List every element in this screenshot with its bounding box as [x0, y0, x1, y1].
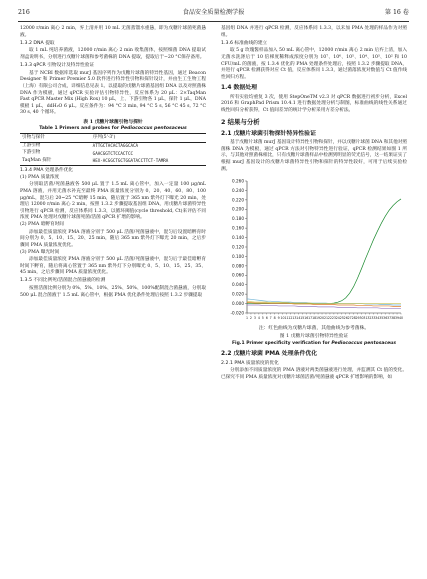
- table-row: [20, 157, 206, 165]
- y-tick-label: 0.000: [232, 301, 244, 307]
- x-tick-label: 4: [257, 316, 260, 321]
- x-tick-label: 13: [292, 316, 297, 321]
- paragraph-data-processing: 所有实验均重复 3 次，使用 StepOneTM v2.3 对 qPCR 数据进行初步分析，Excel 2016 和 GraphPad Prism 10.4.1 进行数据处理分析与制图，标准曲线的线性关系通过线性回归分析获得，Ct 值间差异的统计学分析采用方差分析法。: [221, 94, 407, 114]
- x-tick-label: 1: [245, 316, 249, 321]
- subheading-pma-dark-incubation: (2) PMA 暗孵育时间: [20, 222, 64, 228]
- paragraph-intro: 12000 r/min 离心 2 min，弃上清并用 10 mL 无菌蒸馏水重悬，即为戊糖片球菌死菌悬液。: [20, 26, 206, 38]
- figure-note: 注：红色曲线为戊糖片球菌，其他曲线为参考菌株。: [258, 326, 370, 332]
- table-cell-seq: HEX-ACGGCTGCTGGATACCTTCT-TAMRA: [92, 157, 169, 163]
- x-tick-label: 23: [331, 316, 336, 321]
- paragraph-dna-extraction: 取 1 mL 纯培养菌液，12000 r/min 离心 2 min 收集菌体，按照细菌 DNA 提取试剂盒说明书，分别进行戊糖片球菌和参考菌株的 DNA 提取，提取后于−20 °C保存备用。: [20, 48, 206, 60]
- table-header-row: [20, 134, 206, 142]
- x-tick-label: 17: [308, 316, 313, 321]
- y-tick-label: 0.180: [232, 216, 244, 222]
- paragraph-pma-dark-incubation: 添加最佳质量浓度 PMA 溶液分别于 500 μL 活菌/死菌悬液中，混匀后设置暗孵育时间分别为 0、5、10、15、20、25 min，随后 365 nm 紫外灯下曝光 20 min，之后步骤同 PMA 质量浓度优化。: [20, 229, 206, 248]
- primer-table: [20, 133, 206, 165]
- journal-title: 食品安全质量检测学报: [182, 9, 245, 16]
- y-tick-label: -0.020: [230, 310, 244, 316]
- x-tick-label: 31: [363, 316, 368, 321]
- table-caption-en-text: Table 1 Primers and probes for: [39, 125, 121, 131]
- x-tick-label: 7: [269, 316, 272, 321]
- x-tick-label: 33: [371, 316, 376, 321]
- section-heading-1-3-5: 1.3.5 不同比例死/活菌混合菌悬液的检测: [20, 278, 106, 284]
- x-tick-label: 21: [323, 316, 329, 321]
- table-cell-name: 下游引物: [22, 150, 41, 156]
- section-heading-1-3-4: 1.3.4 PMA 处理条件优化: [20, 167, 74, 173]
- left-column: [20, 26, 206, 300]
- table-cell-name: TaqMan 探针: [22, 157, 52, 163]
- x-tick-label: 14: [296, 316, 301, 321]
- section-heading-1-4: 1.4 数据处理: [221, 85, 258, 92]
- x-tick-label: 29: [355, 316, 360, 321]
- paragraph-standard-curve: 取 5 g 玫瑰酱样品加入 50 mL 离心管中，12000 r/min 离心 2 min 后弃上清，加入无菌水洗涤后于 10 倍梯度稀释成浓度分别为 10⁷、10⁶、10⁵、10⁴、10³、10² 和 10 CFU/mL 的菌液，按 1.3.4 优化的 PMA 处理条件处理后，按照 1.3.2 步骤提取 DNA，并进行 qPCR 检测获得对应 Ct 值，反应体系同 1.3.3，通过菌落浓度对数值与 Ct 值作线性回归方程。: [221, 48, 407, 80]
- table-cell-seq: ATTGCTACACTAGGCACA: [92, 143, 139, 149]
- x-tick-label: 40: [398, 316, 404, 321]
- series-line: [247, 199, 401, 304]
- table-row: [20, 142, 206, 150]
- paragraph-pma-optimization: 分别添加不同质量浓度的 PMA 溶液对两类菌悬液进行处理，并监测其 Ct 值的变化。已探究不同 PMA 质量浓度对戊糖片球菌活菌/死菌悬液 qPCR 扩增影响的影响，如: [221, 368, 407, 380]
- x-tick-label: 19: [316, 316, 321, 321]
- table-caption-cn: 表 1 戊糖片球菌引物与探针: [83, 119, 143, 126]
- x-tick-label: 10: [280, 316, 285, 321]
- x-tick-label: 25: [339, 316, 344, 321]
- y-tick-label: 0.260: [232, 178, 244, 184]
- series-line: [247, 305, 401, 308]
- figure-caption-en-text: Fig.1 Primer specificity verification for: [231, 340, 332, 346]
- x-tick-label: 27: [347, 316, 352, 321]
- y-tick-label: 0.120: [232, 244, 244, 250]
- y-tick-label: 0.060: [232, 272, 244, 278]
- y-tick-label: 0.100: [232, 253, 244, 259]
- x-tick-label: 15: [300, 316, 305, 321]
- figure-caption-en-species: Pediococcus pentosaceus: [331, 340, 397, 346]
- figure-caption-cn: 图 1 戊糖片球菌引物特异性验证: [279, 333, 349, 339]
- header-rule: [18, 21, 409, 22]
- figure-caption-en: [221, 341, 407, 347]
- x-tick-label: 3: [253, 316, 256, 321]
- figure-1: [221, 175, 407, 325]
- section-heading-2-1: 2.1 戊糖片球菌引物探针特异性验证: [221, 130, 316, 137]
- y-tick-label: 0.220: [232, 197, 244, 203]
- x-tick-label: 35: [379, 316, 384, 321]
- section-heading-1-3-2: 1.3.2 DNA 提取: [20, 40, 55, 46]
- x-tick-label: 30: [359, 316, 364, 321]
- amplification-chart: [221, 175, 407, 325]
- table-cell-seq: GAACGGTCTCCACTCC: [92, 150, 134, 156]
- table-cell-name: 上游引物: [22, 143, 41, 149]
- x-tick-label: 8: [273, 316, 276, 321]
- x-tick-label: 38: [391, 316, 396, 321]
- x-tick-label: 28: [351, 316, 356, 321]
- x-tick-label: 24: [335, 316, 340, 321]
- section-heading-2: 2 结果与分析: [221, 117, 260, 126]
- page-number: 216: [18, 9, 30, 16]
- x-tick-label: 6: [265, 316, 268, 321]
- volume-label: 第 16 卷: [384, 9, 409, 16]
- paragraph-continuation: 基因组 DNA 并进行 qPCR 检测，反应体系同 1.3.3，以未加 PMA 处理的样品作为对照组。: [221, 26, 407, 38]
- section-heading-2-2-1: 2.2.1 PMA 质量浓度的优化: [221, 360, 279, 366]
- y-tick-label: 0.240: [232, 187, 244, 193]
- y-tick-label: 0.140: [232, 235, 244, 241]
- x-tick-label: 18: [312, 316, 317, 321]
- table-caption-en: [20, 126, 206, 133]
- x-tick-label: 12: [288, 316, 293, 321]
- subheading-pma-exposure: (3) PMA 曝光时间: [20, 249, 60, 255]
- table-caption-en-species: Pediococcus pentosaceus: [120, 125, 187, 131]
- x-tick-label: 22: [327, 316, 332, 321]
- x-tick-label: 16: [304, 316, 309, 321]
- y-tick-label: 0.020: [232, 291, 244, 297]
- paragraph-pma-concentration: 分别取活菌/死菌悬液各 500 μL 置于 1.5 mL 离心管中，加入一定量 100 μg/mL PMA 溶液，并用无菌水补充至最终 PMA 质量浓度分别为 0、20、40、60、80、100 μg/mL，混匀后 20~25 °C暗孵 15 min，随后置于 365 nm 紫外灯下曝光 20 min，处理后 12000 r/min 离心 2 min，按照 1.3.2 步骤提取基因组 DNA，用戊糖片球菌特异性引物进行 qPCR 检测，反应体系同 1.3.3，以循环阈值(cycle threshold, Ct)来评估不同浓度 PMA 处理对戊糖片球菌死菌/活菌 qPCR 扩增的影响。: [20, 182, 206, 221]
- x-tick-label: 26: [343, 316, 348, 321]
- paragraph-mixed-suspension: 按照活菌比例分别为 0%、5%、10%、25%、50%、100%配制混合菌悬液，分别取 500 μL 混合菌液于 1.5 mL 离心管中，根据 PMA 优化条件处理后按照 1.3.2 步骤提取: [20, 286, 206, 298]
- table-header-name: 引物与探针: [22, 134, 45, 140]
- section-heading-2-2: 2.2 戊糖片球菌 PMA 处理条件优化: [221, 351, 318, 358]
- running-header: [18, 6, 409, 20]
- x-tick-label: 34: [375, 316, 380, 321]
- series-line: [247, 299, 401, 305]
- table-row: [20, 150, 206, 157]
- x-tick-label: 9: [277, 316, 280, 321]
- x-tick-label: 20: [319, 316, 325, 321]
- x-tick-label: 32: [367, 316, 372, 321]
- paragraph-primer-design: 基于 NCBI 数据库选取 murJ 基因序列作为戊糖片球菌的特异性基因，通过 Beacon Designer 和 Primer Premier 5.0 软件进行特异性引物和探针设计，并由生工生物工程（上海）有限公司合成，详细信息见表 1。以提取的戊糖片球菌基因组 DNA 以及对照菌株 DNA 作为模板，通过 qPCR 实验评估引物特异性，反应体系为 20 μL：2×TaqMan Fast qPCR Master Mix (High Rox) 10 μL，上、下游引物各 1 μL，探针 1 μL，DNA 模板 1 μL，ddH₂O 6 μL。反应条件为：94 °C 3 min, 94 °C 5 s, 56 °C 45 s, 72 °C 30 s, 40 个循环。: [20, 70, 206, 116]
- paragraph-pma-exposure: 添加最佳质量浓度 PMA 溶液分别于 500 μL 活菌/死菌悬液中，混匀后于最佳暗孵育时间下孵育，随后将离心管置于 365 nm 紫外灯下分别曝光 0、5、10、15、25、35、45 min，之后步骤同 PMA 质量浓度优化。: [20, 257, 206, 276]
- x-tick-label: 37: [387, 316, 392, 321]
- x-tick-label: 11: [284, 316, 289, 321]
- x-tick-label: 36: [383, 316, 388, 321]
- y-tick-label: 0.080: [232, 263, 244, 269]
- section-heading-1-3-6: 1.3.6 标准曲线的建立: [221, 40, 268, 46]
- right-column: [221, 26, 407, 382]
- y-tick-label: 0.200: [232, 206, 244, 212]
- x-tick-label: 2: [249, 316, 252, 321]
- x-tick-label: 39: [395, 316, 400, 321]
- x-tick-label: 5: [261, 316, 264, 321]
- paragraph-specificity: 基于戊糖片球菌 murJ 基因设计特异性引物和探针，并以戊糖片球菌 DNA 和其他对照菌株 DNA 为模板，通过 qPCR 方法对引物特异性进行验证，qPCR 检测结果如图 1 所示，与其他对照菌株相比，只有戊糖片球菌样品中检测到明显的荧光信号，这一结果证实了根据 murJ 基因设计的戊糖片球菌特异性引物和探针的特异性较好，可用于后续实验检测。: [221, 140, 407, 172]
- subheading-pma-concentration: (1) PMA 质量浓度: [20, 175, 60, 181]
- y-tick-label: 0.040: [232, 282, 244, 288]
- table-header-seq: 序列(5'-3'): [92, 134, 116, 140]
- section-heading-1-3-3: 1.3.3 qPCR 引物设计及特异性验证: [20, 63, 95, 69]
- y-tick-label: 0.160: [232, 225, 244, 231]
